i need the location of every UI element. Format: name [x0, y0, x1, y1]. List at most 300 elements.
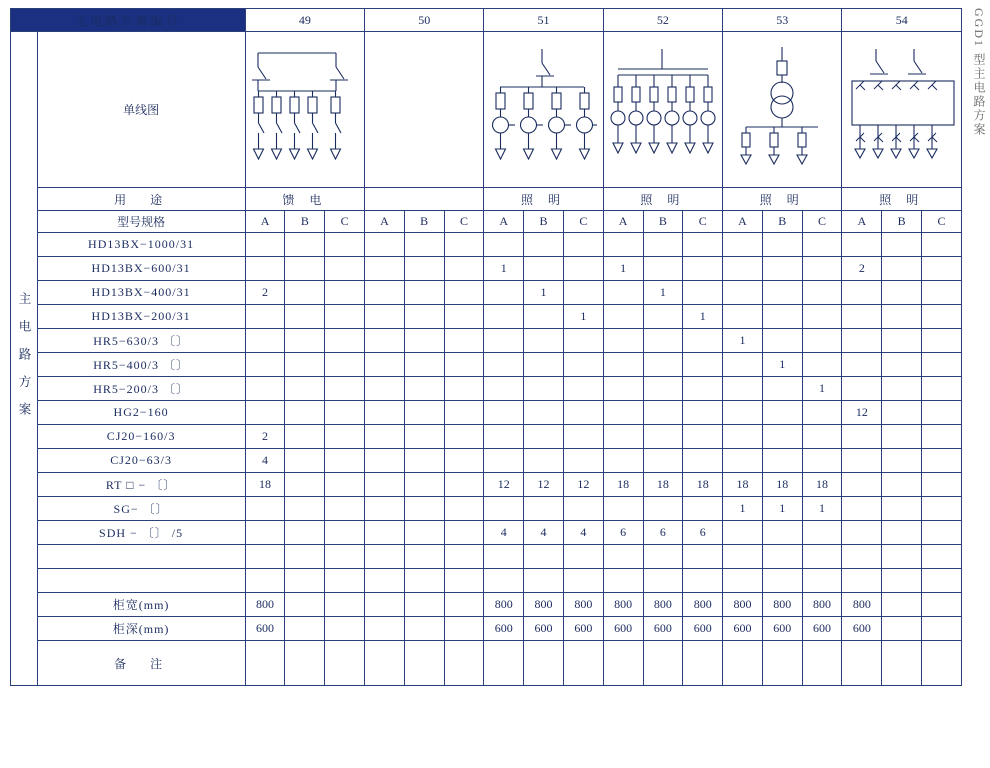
part-name-7: HG2−160	[37, 401, 245, 425]
part-13-val-5	[444, 545, 484, 569]
part-7-val-15: 12	[842, 401, 882, 425]
part-3-val-17	[922, 305, 962, 329]
part-3-val-7	[524, 305, 564, 329]
part-5-val-17	[922, 353, 962, 377]
part-3-val-15	[842, 305, 882, 329]
part-9-val-6	[484, 449, 524, 473]
part-13-val-16	[882, 545, 922, 569]
header-scheme-50: 50	[365, 9, 484, 32]
part-7-val-1	[285, 401, 325, 425]
depth-val-9: 600	[603, 617, 643, 641]
part-14-val-16	[882, 569, 922, 593]
part-14-val-3	[365, 569, 405, 593]
depth-val-4	[404, 617, 444, 641]
part-4-val-11	[683, 329, 723, 353]
part-name-12: SDH − 〔〕 /5	[37, 521, 245, 545]
depth-val-10: 600	[643, 617, 683, 641]
part-11-val-1	[285, 497, 325, 521]
part-name-4: HR5−630/3 〔〕	[37, 329, 245, 353]
cabinet-width-row	[11, 593, 962, 617]
note-label: 备 注	[37, 641, 245, 686]
part-13-val-3	[365, 545, 405, 569]
phase-50-c: C	[444, 211, 484, 233]
header-scheme-49: 49	[245, 9, 364, 32]
part-4-val-15	[842, 329, 882, 353]
header-scheme-label: 主电路方案编号	[11, 9, 246, 32]
part-14-val-12	[723, 569, 763, 593]
phase-54-c: C	[922, 211, 962, 233]
phase-53-c: C	[802, 211, 842, 233]
part-1-val-12	[723, 257, 763, 281]
part-3-val-10	[643, 305, 683, 329]
part-3-val-12	[723, 305, 763, 329]
part-6-val-1	[285, 377, 325, 401]
part-1-val-10	[643, 257, 683, 281]
part-3-val-13	[762, 305, 802, 329]
part-3-val-6	[484, 305, 524, 329]
phase-50-a: A	[365, 211, 405, 233]
part-7-val-9	[603, 401, 643, 425]
part-2-val-10: 1	[643, 281, 683, 305]
part-0-val-15	[842, 233, 882, 257]
part-0-val-11	[683, 233, 723, 257]
part-11-val-3	[365, 497, 405, 521]
part-4-val-3	[365, 329, 405, 353]
part-9-val-12	[723, 449, 763, 473]
part-14-val-7	[524, 569, 564, 593]
use-scheme-50	[365, 188, 484, 211]
note-val-7	[524, 641, 564, 686]
note-val-17	[922, 641, 962, 686]
width-val-9: 800	[603, 593, 643, 617]
part-10-val-16	[882, 473, 922, 497]
part-8-val-3	[365, 425, 405, 449]
part-3-val-16	[882, 305, 922, 329]
width-val-5	[444, 593, 484, 617]
part-10-val-8: 12	[563, 473, 603, 497]
part-6-val-6	[484, 377, 524, 401]
phase-54-a: A	[842, 211, 882, 233]
table-row	[11, 473, 962, 497]
part-11-val-11	[683, 497, 723, 521]
part-6-val-13	[762, 377, 802, 401]
part-13-val-10	[643, 545, 683, 569]
part-2-val-17	[922, 281, 962, 305]
part-9-val-1	[285, 449, 325, 473]
part-10-val-14: 18	[802, 473, 842, 497]
phase-53-b: B	[762, 211, 802, 233]
part-3-val-1	[285, 305, 325, 329]
part-8-val-5	[444, 425, 484, 449]
part-0-val-1	[285, 233, 325, 257]
part-10-val-5	[444, 473, 484, 497]
part-4-val-2	[325, 329, 365, 353]
note-val-13	[762, 641, 802, 686]
part-name-10: RT □ − 〔〕	[37, 473, 245, 497]
part-0-val-10	[643, 233, 683, 257]
part-1-val-13	[762, 257, 802, 281]
header-scheme-54: 54	[842, 9, 962, 32]
table-row	[11, 449, 962, 473]
header-scheme-53: 53	[723, 9, 842, 32]
part-5-val-0	[245, 353, 285, 377]
phase-49-c: C	[325, 211, 365, 233]
part-8-val-14	[802, 425, 842, 449]
part-6-val-11	[683, 377, 723, 401]
part-2-val-7: 1	[524, 281, 564, 305]
part-7-val-0	[245, 401, 285, 425]
part-2-val-13	[762, 281, 802, 305]
part-2-val-6	[484, 281, 524, 305]
part-2-val-12	[723, 281, 763, 305]
depth-val-11: 600	[683, 617, 723, 641]
part-name-13	[37, 545, 245, 569]
part-5-val-1	[285, 353, 325, 377]
part-11-val-4	[404, 497, 444, 521]
part-2-val-4	[404, 281, 444, 305]
part-3-val-2	[325, 305, 365, 329]
phase-51-b: B	[524, 211, 564, 233]
cabinet-depth-label: 柜深(mm)	[37, 617, 245, 641]
table-row	[11, 329, 962, 353]
part-6-val-5	[444, 377, 484, 401]
part-5-val-15	[842, 353, 882, 377]
part-12-val-1	[285, 521, 325, 545]
part-11-val-12: 1	[723, 497, 763, 521]
part-8-val-12	[723, 425, 763, 449]
part-12-val-12	[723, 521, 763, 545]
part-7-val-11	[683, 401, 723, 425]
depth-val-13: 600	[762, 617, 802, 641]
part-14-val-8	[563, 569, 603, 593]
cabinet-depth-row	[11, 617, 962, 641]
part-11-val-9	[603, 497, 643, 521]
part-4-val-9	[603, 329, 643, 353]
part-3-val-11: 1	[683, 305, 723, 329]
part-14-val-15	[842, 569, 882, 593]
part-name-11: SG− 〔〕	[37, 497, 245, 521]
part-0-val-6	[484, 233, 524, 257]
part-2-val-14	[802, 281, 842, 305]
part-0-val-12	[723, 233, 763, 257]
part-7-val-5	[444, 401, 484, 425]
use-row	[11, 188, 962, 211]
part-2-val-2	[325, 281, 365, 305]
part-4-val-0	[245, 329, 285, 353]
part-0-val-17	[922, 233, 962, 257]
part-7-val-4	[404, 401, 444, 425]
part-11-val-5	[444, 497, 484, 521]
part-5-val-4	[404, 353, 444, 377]
part-8-val-11	[683, 425, 723, 449]
diagram-scheme-54	[842, 32, 962, 188]
single-line-diagram-row	[11, 32, 962, 188]
part-6-val-3	[365, 377, 405, 401]
table-row	[11, 425, 962, 449]
depth-val-3	[365, 617, 405, 641]
table-row	[11, 233, 962, 257]
part-name-3: HD13BX−200/31	[37, 305, 245, 329]
part-5-val-6	[484, 353, 524, 377]
part-12-val-6: 4	[484, 521, 524, 545]
part-0-val-4	[404, 233, 444, 257]
part-4-val-10	[643, 329, 683, 353]
width-val-10: 800	[643, 593, 683, 617]
part-8-val-0: 2	[245, 425, 285, 449]
part-1-val-16	[882, 257, 922, 281]
phase-52-c: C	[683, 211, 723, 233]
part-10-val-7: 12	[524, 473, 564, 497]
part-11-val-7	[524, 497, 564, 521]
part-7-val-13	[762, 401, 802, 425]
note-val-1	[285, 641, 325, 686]
depth-val-6: 600	[484, 617, 524, 641]
part-3-val-0	[245, 305, 285, 329]
part-12-val-15	[842, 521, 882, 545]
part-13-val-15	[842, 545, 882, 569]
part-11-val-6	[484, 497, 524, 521]
part-1-val-11	[683, 257, 723, 281]
part-5-val-11	[683, 353, 723, 377]
part-5-val-9	[603, 353, 643, 377]
note-val-9	[603, 641, 643, 686]
part-4-val-7	[524, 329, 564, 353]
part-10-val-0: 18	[245, 473, 285, 497]
part-4-val-13	[762, 329, 802, 353]
part-5-val-14	[802, 353, 842, 377]
note-val-2	[325, 641, 365, 686]
part-0-val-9	[603, 233, 643, 257]
part-13-val-13	[762, 545, 802, 569]
part-8-val-6	[484, 425, 524, 449]
part-12-val-3	[365, 521, 405, 545]
part-9-val-0: 4	[245, 449, 285, 473]
diagram-scheme-52	[603, 32, 722, 188]
part-12-val-8: 4	[563, 521, 603, 545]
part-13-val-7	[524, 545, 564, 569]
width-val-7: 800	[524, 593, 564, 617]
part-9-val-8	[563, 449, 603, 473]
note-row	[11, 641, 962, 686]
note-val-14	[802, 641, 842, 686]
use-scheme-53: 照 明	[723, 188, 842, 211]
note-val-5	[444, 641, 484, 686]
part-2-val-1	[285, 281, 325, 305]
part-2-val-8	[563, 281, 603, 305]
width-val-0: 800	[245, 593, 285, 617]
width-val-13: 800	[762, 593, 802, 617]
part-9-val-7	[524, 449, 564, 473]
part-6-val-4	[404, 377, 444, 401]
part-11-val-8	[563, 497, 603, 521]
part-8-val-13	[762, 425, 802, 449]
part-3-val-3	[365, 305, 405, 329]
part-4-val-17	[922, 329, 962, 353]
part-10-val-10: 18	[643, 473, 683, 497]
part-2-val-9	[603, 281, 643, 305]
part-5-val-8	[563, 353, 603, 377]
part-4-val-8	[563, 329, 603, 353]
part-11-val-13: 1	[762, 497, 802, 521]
table-row	[11, 521, 962, 545]
depth-val-17	[922, 617, 962, 641]
part-1-val-4	[404, 257, 444, 281]
part-12-val-10: 6	[643, 521, 683, 545]
part-6-val-9	[603, 377, 643, 401]
depth-val-14: 600	[802, 617, 842, 641]
part-0-val-0	[245, 233, 285, 257]
part-14-val-13	[762, 569, 802, 593]
part-10-val-2	[325, 473, 365, 497]
part-8-val-16	[882, 425, 922, 449]
diagram-scheme-51	[484, 32, 603, 188]
part-12-val-0	[245, 521, 285, 545]
part-2-val-3	[365, 281, 405, 305]
part-6-val-7	[524, 377, 564, 401]
note-val-10	[643, 641, 683, 686]
part-10-val-4	[404, 473, 444, 497]
part-7-val-17	[922, 401, 962, 425]
part-4-val-1	[285, 329, 325, 353]
phase-53-a: A	[723, 211, 763, 233]
depth-val-15: 600	[842, 617, 882, 641]
part-1-val-14	[802, 257, 842, 281]
part-12-val-14	[802, 521, 842, 545]
part-6-val-8	[563, 377, 603, 401]
phase-54-b: B	[882, 211, 922, 233]
part-12-val-16	[882, 521, 922, 545]
part-2-val-15	[842, 281, 882, 305]
width-val-14: 800	[802, 593, 842, 617]
part-4-val-14	[802, 329, 842, 353]
note-val-4	[404, 641, 444, 686]
part-10-val-3	[365, 473, 405, 497]
part-6-val-17	[922, 377, 962, 401]
part-9-val-11	[683, 449, 723, 473]
part-10-val-12: 18	[723, 473, 763, 497]
part-10-val-6: 12	[484, 473, 524, 497]
part-8-val-7	[524, 425, 564, 449]
document-side-label: GGD1 型主电路方案	[972, 8, 986, 137]
part-4-val-4	[404, 329, 444, 353]
header-scheme-51: 51	[484, 9, 603, 32]
width-val-16	[882, 593, 922, 617]
width-val-3	[365, 593, 405, 617]
part-12-val-2	[325, 521, 365, 545]
width-val-6: 800	[484, 593, 524, 617]
part-10-val-11: 18	[683, 473, 723, 497]
part-8-val-9	[603, 425, 643, 449]
part-7-val-6	[484, 401, 524, 425]
part-14-val-0	[245, 569, 285, 593]
part-name-8: CJ20−160/3	[37, 425, 245, 449]
part-8-val-17	[922, 425, 962, 449]
part-10-val-9: 18	[603, 473, 643, 497]
part-14-val-9	[603, 569, 643, 593]
part-12-val-5	[444, 521, 484, 545]
part-9-val-14	[802, 449, 842, 473]
part-7-val-14	[802, 401, 842, 425]
part-14-val-14	[802, 569, 842, 593]
part-11-val-14: 1	[802, 497, 842, 521]
part-13-val-4	[404, 545, 444, 569]
use-scheme-51: 照 明	[484, 188, 603, 211]
part-11-val-2	[325, 497, 365, 521]
part-3-val-5	[444, 305, 484, 329]
width-val-11: 800	[683, 593, 723, 617]
part-9-val-4	[404, 449, 444, 473]
use-scheme-52: 照 明	[603, 188, 722, 211]
part-7-val-8	[563, 401, 603, 425]
phase-52-a: A	[603, 211, 643, 233]
part-1-val-1	[285, 257, 325, 281]
part-1-val-9: 1	[603, 257, 643, 281]
part-9-val-15	[842, 449, 882, 473]
header-scheme-52: 52	[603, 9, 722, 32]
part-2-val-5	[444, 281, 484, 305]
part-7-val-10	[643, 401, 683, 425]
part-6-val-16	[882, 377, 922, 401]
part-8-val-1	[285, 425, 325, 449]
part-1-val-7	[524, 257, 564, 281]
phase-51-a: A	[484, 211, 524, 233]
part-12-val-11: 6	[683, 521, 723, 545]
part-5-val-13: 1	[762, 353, 802, 377]
part-13-val-2	[325, 545, 365, 569]
use-scheme-54: 照 明	[842, 188, 962, 211]
table-row	[11, 305, 962, 329]
part-4-val-6	[484, 329, 524, 353]
part-name-1: HD13BX−600/31	[37, 257, 245, 281]
use-row-label: 用 途	[37, 188, 245, 211]
depth-val-16	[882, 617, 922, 641]
part-1-val-5	[444, 257, 484, 281]
note-val-15	[842, 641, 882, 686]
part-12-val-9: 6	[603, 521, 643, 545]
depth-val-1	[285, 617, 325, 641]
part-4-val-16	[882, 329, 922, 353]
table-row	[11, 257, 962, 281]
part-3-val-4	[404, 305, 444, 329]
note-val-11	[683, 641, 723, 686]
part-5-val-5	[444, 353, 484, 377]
part-13-val-9	[603, 545, 643, 569]
left-vertical-label: 主 电 路 方 案	[11, 32, 38, 686]
part-5-val-10	[643, 353, 683, 377]
part-14-val-17	[922, 569, 962, 593]
phase-50-b: B	[404, 211, 444, 233]
part-11-val-15	[842, 497, 882, 521]
phase-52-b: B	[643, 211, 683, 233]
part-13-val-8	[563, 545, 603, 569]
part-6-val-10	[643, 377, 683, 401]
part-14-val-2	[325, 569, 365, 593]
part-4-val-12: 1	[723, 329, 763, 353]
table-row	[11, 281, 962, 305]
part-8-val-15	[842, 425, 882, 449]
part-10-val-17	[922, 473, 962, 497]
part-7-val-2	[325, 401, 365, 425]
table-row	[11, 353, 962, 377]
width-val-17	[922, 593, 962, 617]
part-9-val-2	[325, 449, 365, 473]
phase-51-c: C	[563, 211, 603, 233]
spec-row-label: 型号规格	[37, 211, 245, 233]
part-12-val-7: 4	[524, 521, 564, 545]
width-val-2	[325, 593, 365, 617]
table-row	[11, 401, 962, 425]
part-8-val-10	[643, 425, 683, 449]
